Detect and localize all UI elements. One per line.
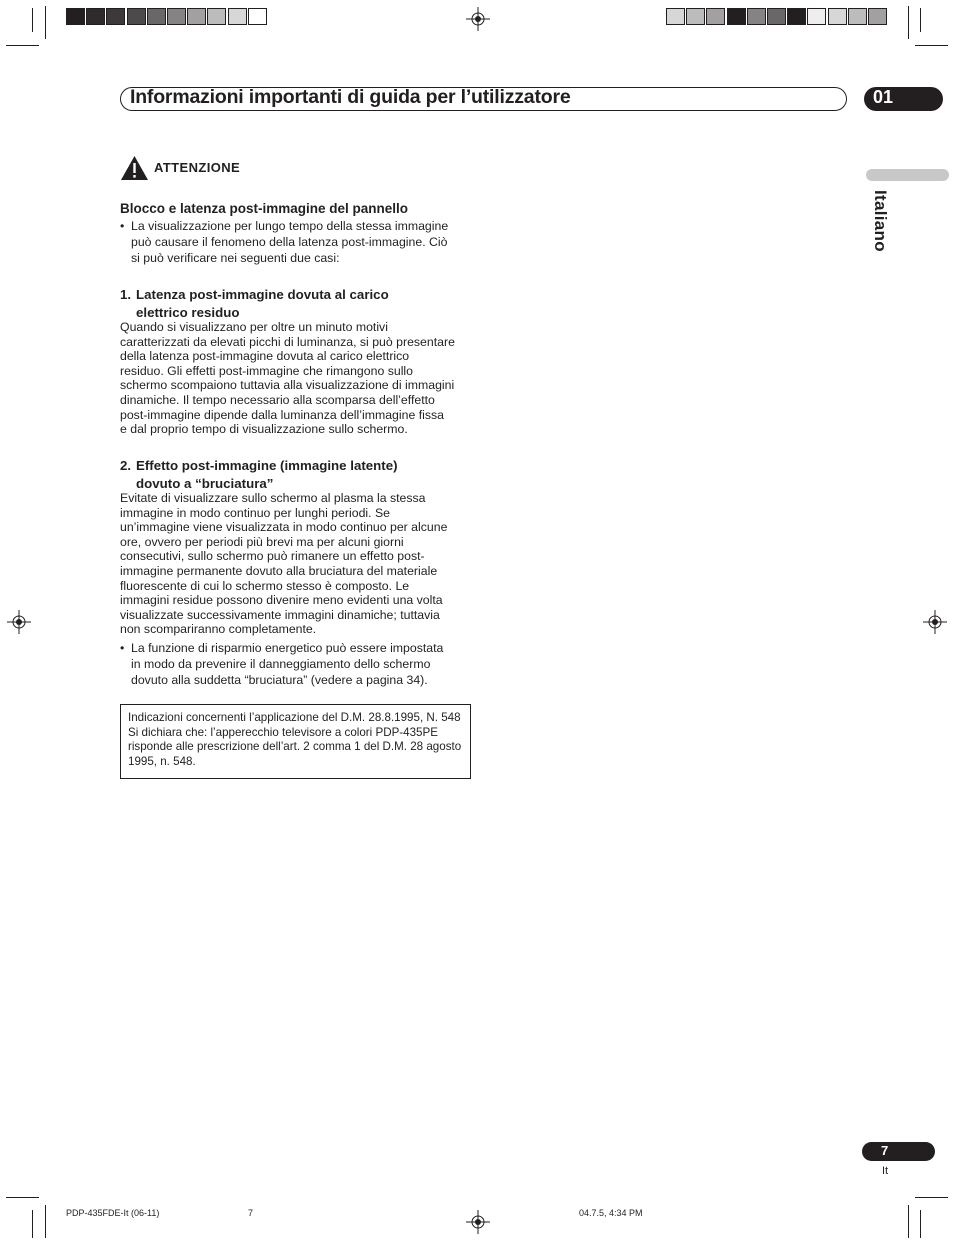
color-swatch (767, 8, 786, 25)
section-heading: Blocco e latenza post-immagine del pannello (120, 201, 409, 216)
color-swatch (706, 8, 725, 25)
color-swatch (828, 8, 847, 25)
footer-page: 7 (248, 1208, 254, 1218)
color-swatch (228, 8, 247, 25)
color-swatch (167, 8, 186, 25)
color-swatch (66, 8, 85, 25)
color-swatch (747, 8, 766, 25)
bullet-dot: • (120, 641, 125, 655)
color-swatch (86, 8, 105, 25)
color-swatch (807, 8, 826, 25)
color-swatch (187, 8, 206, 25)
color-swatch (147, 8, 166, 25)
color-swatch (207, 8, 226, 25)
warning-icon (120, 155, 149, 181)
page-language-code: It (882, 1165, 889, 1177)
notice-text: Indicazioni concernenti l’applicazione del D.M. 28.8.1995, N. 548 Si dichiara che: l’apperecchio televisore a colori PDP-435PE risponde alle prescrizione dell’art. 2 comma 1 del D.M. 28 agosto 1995, n. 548. (128, 711, 462, 769)
paragraph-2: Evitate di visualizzare sullo schermo al plasma la stessa immagine in modo continuo per lunghi periodi. Se un’immagine viene visualizzata in modo continuo per alcune ore, ovvero per periodi più brevi ma per alcuni giorni consecutivi, sullo schermo può rimanere un effetto post- immagine permanente dovuto alla bruciatura del materiale fluorescente di cui lo schermo stesso è composto. Le immagini residue possono divenire meno evidenti una volta visualizzate successivamente immagini dinamiche; tuttavia non scompariranno completamente. (120, 491, 448, 637)
color-swatch (868, 8, 887, 25)
registration-mark-icon (466, 1210, 490, 1234)
caution-label: ATTENZIONE (154, 160, 241, 175)
paragraph-1: Quando si visualizzano per oltre un minuto motivi caratterizzati da elevati picchi di luminanza, si può presentare della latenza post-immagine dovuta al carico elettrico residuo. Gli effetti post-immagine che rimangono sullo schermo scompaiono tuttavia alla visualizzazione di immagini dinamiche. Il tempo necessario alla scomparsa dell’effetto post-immagine dipende dalla luminanza dell’immagine fissa e dal proprio tempo di visualizzazione sullo schermo. (120, 320, 455, 437)
language-label: Italiano (871, 190, 890, 252)
registration-mark-icon (923, 610, 947, 634)
page-number-badge (862, 1142, 935, 1161)
color-swatch (248, 8, 267, 25)
footer-timestamp: 04.7.5, 4:34 PM (579, 1208, 643, 1218)
page-number: 7 (881, 1143, 889, 1158)
registration-mark-icon (7, 610, 31, 634)
chapter-number: 01 (873, 87, 894, 107)
bullet-dot: • (120, 219, 125, 233)
language-tab (866, 169, 949, 181)
color-swatch (127, 8, 146, 25)
intro-bullet: • La visualizzazione per lungo tempo della stessa immagine può causare il fenomeno della latenza post-immagine. Ciò si può verificare nei seguenti due casi: (120, 219, 449, 265)
color-swatch (106, 8, 125, 25)
closing-bullet: • La funzione di risparmio energetico può essere impostata in modo da prevenire il danneggiamento dello schermo dovuto alla suddetta “bruciatura” (vedere a pagina 34). (120, 641, 444, 687)
color-swatch (686, 8, 705, 25)
color-swatch (727, 8, 746, 25)
page-title: Informazioni importanti di guida per l’utilizzatore (130, 86, 571, 108)
registration-mark-icon (466, 7, 490, 31)
color-swatch (666, 8, 685, 25)
color-swatch (848, 8, 867, 25)
color-swatch (787, 8, 806, 25)
footer-doc-id: PDP-435FDE-It (06-11) (66, 1208, 160, 1218)
